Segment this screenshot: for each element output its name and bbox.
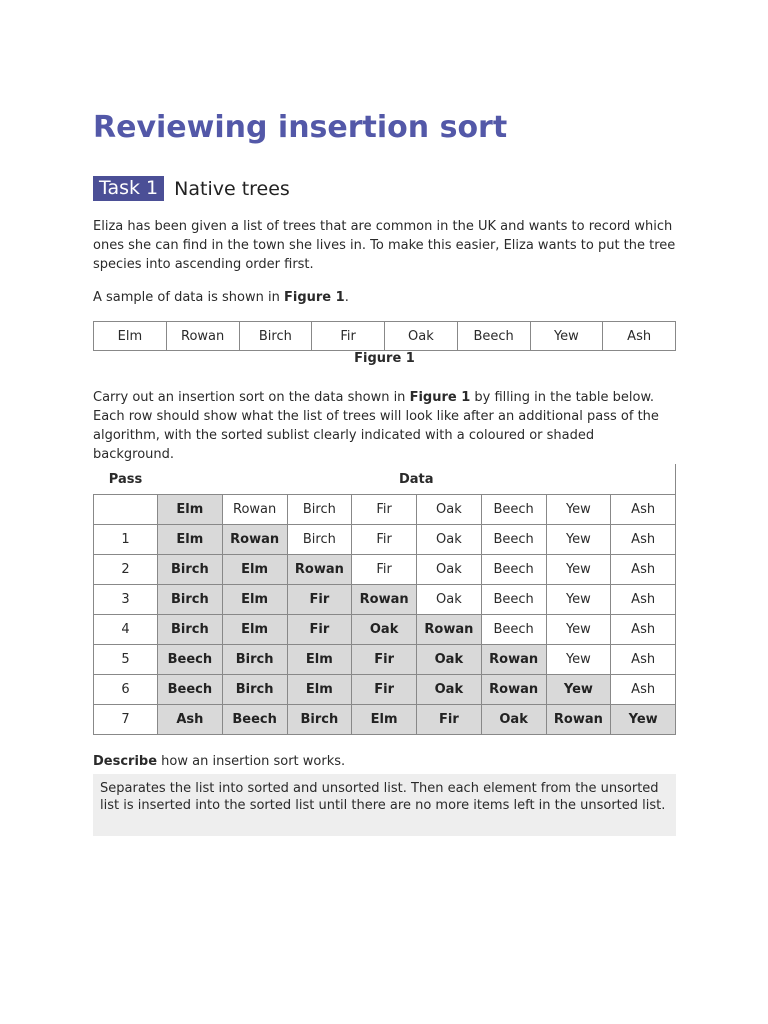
- pass-number-cell: 7: [94, 705, 158, 735]
- insertion-sort-table: [93, 464, 676, 735]
- describe-keyword: Describe: [93, 754, 158, 769]
- sorted-cell: Rowan: [546, 705, 611, 735]
- table-header-row: [94, 464, 676, 495]
- figure1-cell: Fir: [312, 322, 385, 351]
- sorted-cell: Birch: [158, 615, 223, 645]
- figure1-caption: Figure 1: [354, 351, 415, 366]
- unsorted-cell: Ash: [611, 645, 676, 675]
- table-row: [94, 585, 676, 615]
- unsorted-cell: Beech: [481, 495, 546, 525]
- sorted-cell: Rowan: [481, 645, 546, 675]
- unsorted-cell: Birch: [287, 495, 352, 525]
- sorted-cell: Beech: [222, 705, 287, 735]
- sorted-cell: Rowan: [352, 585, 417, 615]
- sorted-cell: Rowan: [481, 675, 546, 705]
- figure1-cell: Yew: [530, 322, 603, 351]
- table-row: [94, 675, 676, 705]
- pass-table-body: [94, 495, 676, 735]
- sorted-cell: Birch: [158, 555, 223, 585]
- sorted-cell: Yew: [546, 675, 611, 705]
- sorted-cell: Yew: [611, 705, 676, 735]
- sorted-cell: Beech: [158, 675, 223, 705]
- unsorted-cell: Ash: [611, 555, 676, 585]
- instructions-figure-ref: Figure 1: [409, 390, 471, 405]
- unsorted-cell: Ash: [611, 585, 676, 615]
- sorted-cell: Elm: [352, 705, 417, 735]
- sorted-cell: Fir: [287, 615, 352, 645]
- unsorted-cell: Fir: [352, 495, 417, 525]
- unsorted-cell: Yew: [546, 585, 611, 615]
- table-row: [94, 705, 676, 735]
- pass-number-cell: 2: [94, 555, 158, 585]
- figure1-cell: Beech: [457, 322, 530, 351]
- intro-paragraph: Eliza has been given a list of trees that are common in the UK and wants to record which ones she can find in the town she lives in. To make this easier, Eliza wants to put the tree species into ascending order first.: [93, 219, 676, 272]
- unsorted-cell: Ash: [611, 525, 676, 555]
- unsorted-cell: Yew: [546, 525, 611, 555]
- figure1-cell: Elm: [94, 322, 167, 351]
- instructions-text: Carry out an insertion sort on the data shown in: [93, 390, 410, 405]
- sorted-cell: Fir: [352, 645, 417, 675]
- sorted-cell: Fir: [417, 705, 482, 735]
- sample-intro-text: A sample of data is shown in: [93, 290, 284, 305]
- unsorted-cell: Oak: [417, 585, 482, 615]
- answer-box[interactable]: Separates the list into sorted and unsorted list. Then each element from the unsorted list is inserted into the sorted list until there are no more items left in the unsorted list.: [93, 774, 676, 836]
- unsorted-cell: Yew: [546, 555, 611, 585]
- unsorted-cell: Ash: [611, 495, 676, 525]
- sorted-cell: Elm: [222, 555, 287, 585]
- pass-column-header: Pass: [108, 471, 143, 487]
- unsorted-cell: Birch: [287, 525, 352, 555]
- describe-prompt: [93, 752, 676, 771]
- unsorted-cell: Fir: [352, 525, 417, 555]
- table-row: [94, 555, 676, 585]
- sorted-cell: Oak: [417, 645, 482, 675]
- sorted-cell: Elm: [158, 495, 223, 525]
- sorted-cell: Fir: [287, 585, 352, 615]
- sorted-cell: Birch: [222, 645, 287, 675]
- describe-prompt-text: how an insertion sort works.: [157, 754, 346, 769]
- unsorted-cell: Beech: [481, 615, 546, 645]
- sorted-cell: Elm: [222, 585, 287, 615]
- pass-number-cell: 5: [94, 645, 158, 675]
- unsorted-cell: Oak: [417, 555, 482, 585]
- unsorted-cell: Oak: [417, 525, 482, 555]
- figure1-table: [93, 321, 676, 351]
- sorted-cell: Rowan: [287, 555, 352, 585]
- figure1-cell: Rowan: [166, 322, 239, 351]
- sorted-cell: Oak: [481, 705, 546, 735]
- unsorted-cell: Beech: [481, 555, 546, 585]
- instructions-paragraph: [93, 388, 676, 464]
- pass-number-cell: [94, 495, 158, 525]
- unsorted-cell: Yew: [546, 645, 611, 675]
- table-row: [94, 645, 676, 675]
- sample-intro-end: .: [344, 290, 349, 305]
- sorted-cell: Ash: [158, 705, 223, 735]
- pass-number-cell: 6: [94, 675, 158, 705]
- figure1-cell: Birch: [239, 322, 312, 351]
- sorted-cell: Rowan: [222, 525, 287, 555]
- unsorted-cell: Beech: [481, 525, 546, 555]
- sorted-cell: Birch: [158, 585, 223, 615]
- sorted-cell: Rowan: [417, 615, 482, 645]
- task-badge: Task 1: [93, 176, 164, 201]
- sorted-cell: Elm: [287, 675, 352, 705]
- unsorted-cell: Yew: [546, 615, 611, 645]
- pass-number-cell: 1: [94, 525, 158, 555]
- instructions-text-end: by filling in the table below. Each row should show what the list of trees will look like after an additional pass of the algorithm, with the sorted sublist clearly indicated with a coloured or shaded background.: [93, 390, 659, 462]
- sorted-cell: Elm: [287, 645, 352, 675]
- data-column-header: Data: [158, 464, 676, 495]
- figure1-cell: Oak: [385, 322, 458, 351]
- unsorted-cell: Yew: [546, 495, 611, 525]
- sorted-cell: Elm: [158, 525, 223, 555]
- task-title: Native trees: [174, 177, 290, 200]
- table-row: [94, 525, 676, 555]
- unsorted-cell: Beech: [481, 585, 546, 615]
- sorted-cell: Oak: [352, 615, 417, 645]
- sorted-cell: Birch: [287, 705, 352, 735]
- unsorted-cell: Rowan: [222, 495, 287, 525]
- figure1-row: [94, 322, 676, 351]
- unsorted-cell: Fir: [352, 555, 417, 585]
- unsorted-cell: Ash: [611, 675, 676, 705]
- sorted-cell: Birch: [222, 675, 287, 705]
- page-title: Reviewing insertion sort: [93, 110, 508, 145]
- figure1-cell: Ash: [603, 322, 676, 351]
- sample-intro: [93, 288, 676, 307]
- pass-number-cell: 4: [94, 615, 158, 645]
- table-row: [94, 615, 676, 645]
- unsorted-cell: Ash: [611, 615, 676, 645]
- pass-number-cell: 3: [94, 585, 158, 615]
- sorted-cell: Beech: [158, 645, 223, 675]
- unsorted-cell: Oak: [417, 495, 482, 525]
- sorted-cell: Elm: [222, 615, 287, 645]
- task-heading: [93, 176, 290, 201]
- sample-intro-figure-ref: Figure 1: [283, 290, 345, 305]
- sorted-cell: Oak: [417, 675, 482, 705]
- sorted-cell: Fir: [352, 675, 417, 705]
- table-row: [94, 495, 676, 525]
